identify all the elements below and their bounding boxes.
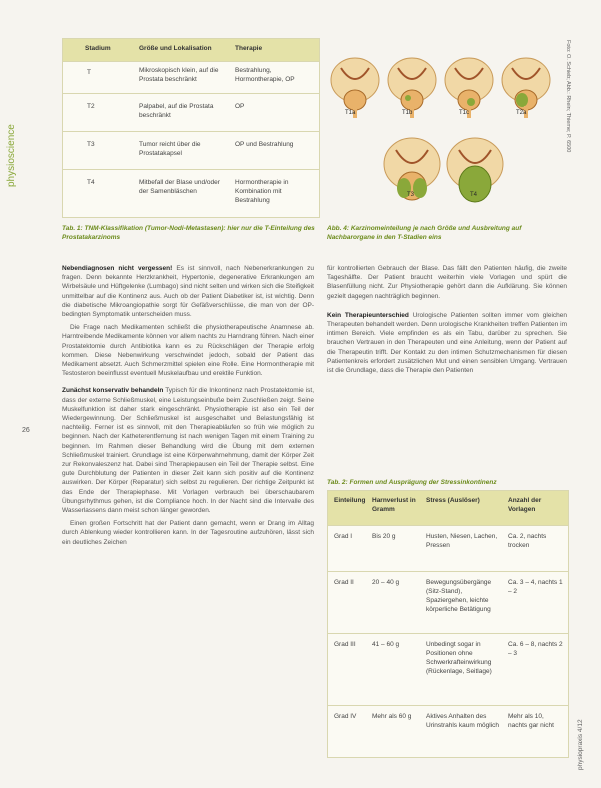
cell-loss: Mehr als 60 g [372,713,412,720]
table-tnm [62,38,320,218]
column-header: Harnverlust in Gramm [372,497,416,513]
cell-pads: Ca. 2, nachts trocken [508,533,547,549]
paragraph [62,264,314,319]
cell-size: Mikroskopisch klein, auf die Prostata beschränkt [139,67,219,83]
cell-grade: Grad I [334,533,353,540]
cell-loss: Bis 20 g [372,533,396,540]
table-header [63,39,319,61]
table-row [63,131,319,170]
prostate-illustration [327,40,555,212]
cell-therapy: Bestrahlung, Hormontherapie, OP [235,67,295,83]
paragraph-text: für kontrollierten Gebrauch der Blase. Das fällt den Patienten häufig, die zweite Tageshälfte. Der Patient braucht weiterhin viele Vorlagen und spürt die Blasenfüllung nicht. Zur Physiotherapie gehört dann die Aufklärung. Sie können gezielt dagegen nachträglich beginnen. [327,265,567,300]
cell-stage: T2 [87,103,95,110]
figure-label: T2a [516,110,527,116]
cell-grade: Grad III [334,641,356,648]
cell-trigger: Bewegungsübergänge (Sitz-Stand), Spaziergehen, leichte körperliche Betätigung [426,579,492,613]
figure-top-row [331,58,550,118]
paragraph-text: Die Frage nach Medikamenten schließt die physiotherapeutische Anamnese ab. Harntreibende Medikamente können vor allem nachts zu Harndrang führen. Nach einer Prostatektomie durch Antibiotika kann es zu Rückschlägen der Therapie erfolg kommen. Diese Nebenwirkung verschwindet jedoch, sobald der Patient das Medikament absetzt. Auch Schmerzmittel spielen eine Rolle. Eine Hormontherapie mit Testosteron beeinflusst eventuell Muskelaufbau und erektile Funktion. [62,324,314,378]
paragraph-lead: Nebendiagnosen nicht vergessen! [62,265,173,272]
left-column [62,264,314,780]
table-row [328,571,568,634]
cell-stage: T [87,69,91,76]
table-row [328,705,568,758]
cell-grade: Grad II [334,579,354,586]
cell-grade: Grad IV [334,713,357,720]
paragraph [327,311,567,375]
cell-therapy: OP [235,103,245,110]
cell-stage: T4 [87,179,95,186]
paragraph-lead: Kein Therapieunterschied [327,311,409,319]
cell-size: Tumor reicht über die Prostatakapsel [139,141,201,157]
cell-stage: T3 [87,141,95,148]
table-row [63,93,319,132]
cell-loss: 20 – 40 g [372,579,400,586]
side-label: physioscience [6,124,17,187]
paragraph [62,519,314,547]
cell-therapy: Hormontherapie in Kombination mit Bestrahlung [235,179,289,204]
cell-pads: Mehr als 10, nachts gar nicht [508,713,554,729]
paragraph-text: Es ist sinnvoll, nach Nebenerkrankungen zu fragen. Denn bekannte Herzkrankheit, Hypertonie, degenerative Erkrankungen am Wirbelsäule und Hüftgelenke (Lumbago) sind nicht selten und wirken sich die Steifigkeit unmittelbar auf die Kontinenz aus. Auch ob der Patient Diabetiker ist, ist wichtig. Denn die diabetische Mikroangiopathie sorgt für Gefäßverschlüsse, die man von der OP-bedingten Symptomatik unterscheiden muss. [62,265,314,319]
cell-size: Palpabel, auf die Prostata beschränkt [139,103,214,119]
paragraph-text: Urologische Patienten sollten immer vom gleichen Therapeuten behandelt werden. Denn urologische Krankheiten treffen Patienten im intimen Bereich. Viele empfinden es als ein Tabu, darüber zu sprechen. Sie brauchen Vertrauen in den Therapeuten und eine Anleitung, wenn der Patient auf die Therapeutin trifft. Der Kontakt zu den intimen Schutzmechanismen für diesen Patientenkreis erfordert zusätzlichen Mut und einen sensiblen Umgang. Vertrauen ist die Grundlage, dass die Therapie den Patienten [327,311,567,375]
table1-caption: Tab. 1: TNM-Klassifikation (Tumor-Nodi-Metastasen): hier nur die T-Einteilung des Prostatakarzinoms [62,225,315,241]
cell-pads: Ca. 3 – 4, nachts 1 – 2 [508,579,563,595]
column-header: Stadium [85,45,111,52]
table-stress-incontinence [327,490,569,758]
table-row [63,169,319,218]
table-row [63,61,319,94]
journal-footer: physiopraxis 4/12 [577,719,584,770]
cell-therapy: OP und Bestrahlung [235,141,294,148]
paragraph-text: Typisch für die Inkontinenz nach Prostatektomie ist, dass der externe Schließmuskel, eine Leistungseinbuße beim Zuschließen zeigt. Seine Muskelfunktion ist daher stark eingeschränkt. Physiotherapie ist also ein Teil der Wiedergewinnung. Der Schließmuskel ist ausgeschaltet und Belastungsfähig ist nachteilig. Ferner ist es sinnvoll, mit den Therapieabläufen so früh wie möglich zu beginnen. Nach der Katheterentfernung ist nach wenigen Tagen mit einem Training zu beginnen. Im Rahmen dieser Behandlung wird die Übung mit dem externen Schließmuskel trainiert. Grundlage ist eine Körperwahrnehmung, damit der Körper Zeit zur Rekonvaleszenz hat. Dabei sind Therapiepausen ein Teil der Therapie selbst. Eine gute Durchblutung der Patienten in dieser Zeit kann sich positiv auf die Kontinenz auswirken. Der Körper (Reparatur) sich selbst zu regulieren. Der richtige Zeitpunkt ist das Ende der Therapiephase. Mit Vorlagen verbrauch bei überschaubarem Übungsrhythmus gehen, ist die Compliance hoch. In der Nacht sind die Intervalle des Wasserlassens dann meist schon länger geworden. [62,387,314,515]
paragraph-lead: Zunächst konservativ behandeln [62,387,164,395]
page-number: 26 [22,427,30,434]
column-header: Stress (Auslöser) [426,497,480,504]
cell-trigger: Unbedingt sogar in Positionen ohne Schwerkrafteinwirkung (Rückenlage, Seitlage) [426,641,492,675]
column-header: Einteilung [334,497,366,504]
prostate-figure [327,40,555,212]
paragraph [62,386,314,515]
column-header: Größe und Lokalisation [139,45,212,52]
cell-trigger: Aktives Anhalten des Urinstrahls kaum möglich [426,713,499,729]
figure-label: T1c [459,110,470,116]
paragraph [62,323,314,378]
figure-caption: Abb. 4: Karzinomeinteilung je nach Größe und Ausbreitung auf Nachbarorgane in den T-Stadien eins [327,225,522,241]
column-header: Anzahl der Vorlagen [508,497,542,513]
right-column [327,264,567,476]
figure-label: T4 [470,192,478,198]
paragraph-text: Einen großen Fortschritt hat der Patient dann gemacht, wenn er Drang im Alltag durch Ablenkung wieder kontrollieren kann. In der Tagesroutine aufzuhören, lässt sich ein deutliches Zeichen [62,520,314,546]
cell-pads: Ca. 6 – 8, nachts 2 – 3 [508,641,563,657]
figure-label: T1b [402,110,413,116]
table-header [328,491,568,525]
paragraph [327,264,567,301]
column-header: Therapie [235,45,263,52]
figure-label: T3 [407,192,415,198]
figure-label: T1a [345,110,356,116]
cell-size: Mitbefall der Blase und/oder der Samenbläschen [139,179,220,195]
table-row [328,633,568,706]
cell-trigger: Husten, Niesen, Lachen, Pressen [426,533,498,549]
table-row [328,525,568,572]
cell-loss: 41 – 60 g [372,641,400,648]
table2-caption: Tab. 2: Formen und Ausprägung der Stressinkontinenz [327,479,497,486]
photo-credit: Foto: O. Schieb; Abb.: Rhein; Thieme; P. 6500 [565,40,571,153]
figure-bottom-row [384,138,503,202]
